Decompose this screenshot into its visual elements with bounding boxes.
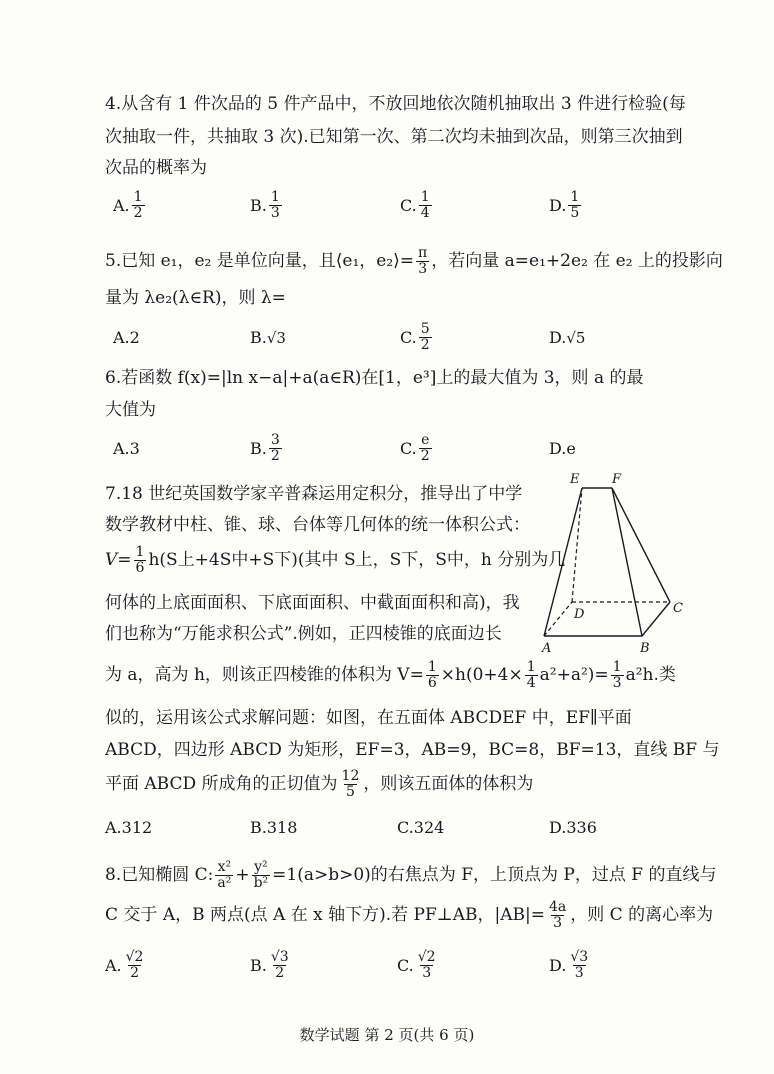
option-label: B. [250,818,267,837]
q6-option-b [250,433,284,464]
option-label: C. [400,439,417,458]
fraction [124,950,146,981]
option-text: 3 [129,439,140,458]
q4-option-b [250,190,284,221]
q6-line-2: 大值为 [105,400,156,420]
vertex-label-c: C [673,601,683,616]
q4-line-3: 次品的概率为 [105,158,207,178]
option-text: 312 [121,818,153,837]
fraction-den: 2 [130,965,140,981]
plus-sign: + [235,865,250,885]
fraction-num: 1 [427,659,437,675]
option-label: C. [400,196,417,215]
q4-option-c [400,190,434,221]
fraction [416,246,429,277]
fraction-den: 2 [270,448,280,464]
q7-line-7: 似的，运用该公式求解问题：如图，在五面体 ABCDEF 中，EF∥平面 [105,708,632,728]
page-footer: 数学试题 第 2 页(共 6 页) [299,1026,475,1044]
fraction-num: π [418,245,428,261]
fraction-den: 6 [427,675,437,691]
q5-text-a: 5.已知 e₁，e₂ 是单位向量，且⟨e₁，e₂⟩= [105,251,415,271]
q7-option-a [105,818,152,837]
q8-option-a [105,950,147,981]
q4-options [105,190,705,226]
fraction [269,950,291,981]
option-text: 336 [566,818,597,837]
fraction [269,190,282,221]
option-label: C. [400,328,417,347]
fraction-num: 1 [612,659,622,675]
option-label: A. [113,196,130,215]
option-label: B. [250,196,267,215]
fraction-num: y² [254,859,268,875]
q5-text-b: ，若向量 a=e₁+2e₂ 在 e₂ 上的投影向 [431,251,723,271]
q7-option-c [397,818,444,837]
fraction-den: 3 [418,261,428,277]
fraction-den: 2 [420,448,430,464]
option-label: D. [549,956,567,975]
vertex-label-d: D [574,607,585,622]
q7-text-b: ，则该五面体的体积为 [363,774,534,794]
fraction [215,860,233,891]
fraction [132,190,145,221]
fraction-den: 4 [526,675,536,691]
q7-text-d: a²h.类 [625,665,676,685]
q7-option-b [250,818,297,837]
fraction-num: √3 [570,949,589,965]
q5-options [105,322,705,358]
q8-option-c [397,950,440,981]
q7-text-a: V= [105,550,132,570]
q7-line-2: 数学教材中柱、锥、球、台体等几何体的统一体积公式： [105,515,530,535]
fraction [340,769,362,800]
fraction-den: 5 [345,784,355,800]
q6-option-a [113,439,140,458]
q6-option-c [400,433,434,464]
q6-option-d [549,439,576,458]
fraction-num: 1 [420,189,430,205]
fraction-den: 5 [570,205,580,221]
q8-option-d [549,950,592,981]
fraction-num: √2 [417,949,436,965]
fraction-num: 1 [135,544,145,560]
q7-line-6 [105,660,676,691]
fraction [568,190,581,221]
vertex-label-e: E [570,472,580,487]
q8-line-2 [105,898,713,932]
option-label: D. [549,439,567,458]
option-label: D. [549,818,567,837]
option-label: B. [250,439,267,458]
fraction-den: 6 [135,560,145,576]
edge-bf [612,488,642,636]
q7-line-4: 何体的上底面面积、下底面面积、中截面面积和高)，我 [105,593,520,613]
fraction-num: 5 [420,321,430,337]
fraction [419,190,432,221]
fraction-den: b² [253,875,269,891]
q8-text-a: C 交于 A，B 两点(点 A 在 x 轴下方).若 PF⊥AB，|AB|= [105,905,545,925]
fraction [419,322,432,353]
q4-line-1: 4.从含有 1 件次品的 5 件产品中，不放回地依次随机抽取出 3 件进行检验(每 [105,94,686,114]
fraction-num: √2 [125,949,144,965]
fraction-den: 4 [420,205,430,221]
option-label: C. [397,956,414,975]
fraction-den: a² [217,875,232,891]
fraction-den: 3 [422,965,432,981]
fraction [568,950,590,981]
edge-cf [612,488,670,602]
q4-option-d [549,190,583,221]
option-label: A. [105,956,122,975]
vertex-label-b: B [640,641,650,656]
fraction [252,860,271,891]
edge-bc [642,602,670,636]
q8-option-b [250,950,293,981]
fraction [416,950,438,981]
option-text: √3 [266,328,286,347]
q8-text-a: 8.已知椭圆 C: [105,865,214,885]
q7-text-a: 为 a，高为 h，则该正四棱锥的体积为 V= [105,665,424,685]
option-text: 324 [413,818,445,837]
option-label: B. [250,956,267,975]
q4-line-2: 次抽取一件，共抽取 3 次).已知第一次、第二次均未抽到次品，则第三次抽到 [105,127,683,147]
pentahedron-figure [530,468,690,658]
q7-text-b: h(S上+4S中+S下)(其中 S上，S下，S中，h 分别为几 [148,550,566,570]
fraction [134,545,147,576]
q7-text-b: ×h(0+4× [440,665,523,685]
fraction-num: x² [217,859,232,875]
q7-line-8: ABCD，四边形 ABCD 为矩形，EF=3，AB=9，BC=8，BF=13，直线 BF 与 [105,740,720,760]
fraction [611,660,624,691]
fraction-num: 12 [341,768,360,784]
q6-options [105,433,705,469]
fraction [426,660,439,691]
q7-options [105,818,705,854]
q7-text-c: a²+a²)= [539,665,609,685]
q5-option-b [250,328,286,347]
fraction-num: 1 [270,189,280,205]
fraction-num: √3 [270,949,289,965]
q8-text-b: ，则 C 的离心率为 [570,905,714,925]
fraction-den: 3 [270,205,280,221]
q4-option-a [113,190,147,221]
fraction-num: 1 [570,189,580,205]
fraction-den: 2 [133,205,143,221]
fraction-den: 2 [275,965,285,981]
option-label: D. [549,328,567,347]
q7-line-3 [105,545,565,576]
fraction-den: 3 [612,675,622,691]
fraction-num: e [421,432,430,448]
fraction-den: 3 [553,915,563,931]
option-text: 2 [129,328,140,347]
q5-line-1 [105,246,723,277]
option-label: B. [250,328,267,347]
q8-line-1 [105,858,716,892]
q7-text-a: 平面 ABCD 所成角的正切值为 [105,774,338,794]
fraction-num: 1 [133,189,143,205]
option-label: D. [549,196,567,215]
q5-line-2: 量为 λe₂(λ∈R)，则 λ= [105,288,286,308]
fraction [547,900,568,931]
option-label: A. [113,328,130,347]
q7-line-5: 们也称为“万能求积公式”.例如，正四棱锥的底面边长 [105,624,502,644]
option-label: A. [113,439,130,458]
fraction-num: 1 [526,659,536,675]
fraction-den: 2 [420,337,430,353]
fraction-den: 3 [574,965,584,981]
option-text: √5 [566,328,586,347]
option-label: C. [397,818,414,837]
fraction-num: 4a [549,899,567,915]
vertex-label-a: A [542,641,552,656]
vertex-label-f: F [612,472,622,487]
option-label: A. [105,818,122,837]
q7-line-1: 7.18 世纪英国数学家辛普森运用定积分，推导出了中学 [105,484,523,504]
q8-options [105,950,705,986]
q7-line-9 [105,766,533,802]
fraction [419,433,432,464]
q6-line-1: 6.若函数 f(x)=|ln x−a|+a(a∈R)在[1，e³]上的最大值为 3，则 a 的最 [105,368,644,388]
fraction [525,660,538,691]
q5-option-c [400,322,434,353]
q5-option-a [113,328,140,347]
option-text: 318 [266,818,298,837]
q7-option-d [549,818,597,837]
q5-option-d [549,328,585,347]
fraction-num: 3 [270,432,280,448]
fraction [269,433,282,464]
option-text: e [566,439,576,458]
q8-text-b: =1(a>b>0)的右焦点为 F，上顶点为 P，过点 F 的直线与 [272,865,717,885]
